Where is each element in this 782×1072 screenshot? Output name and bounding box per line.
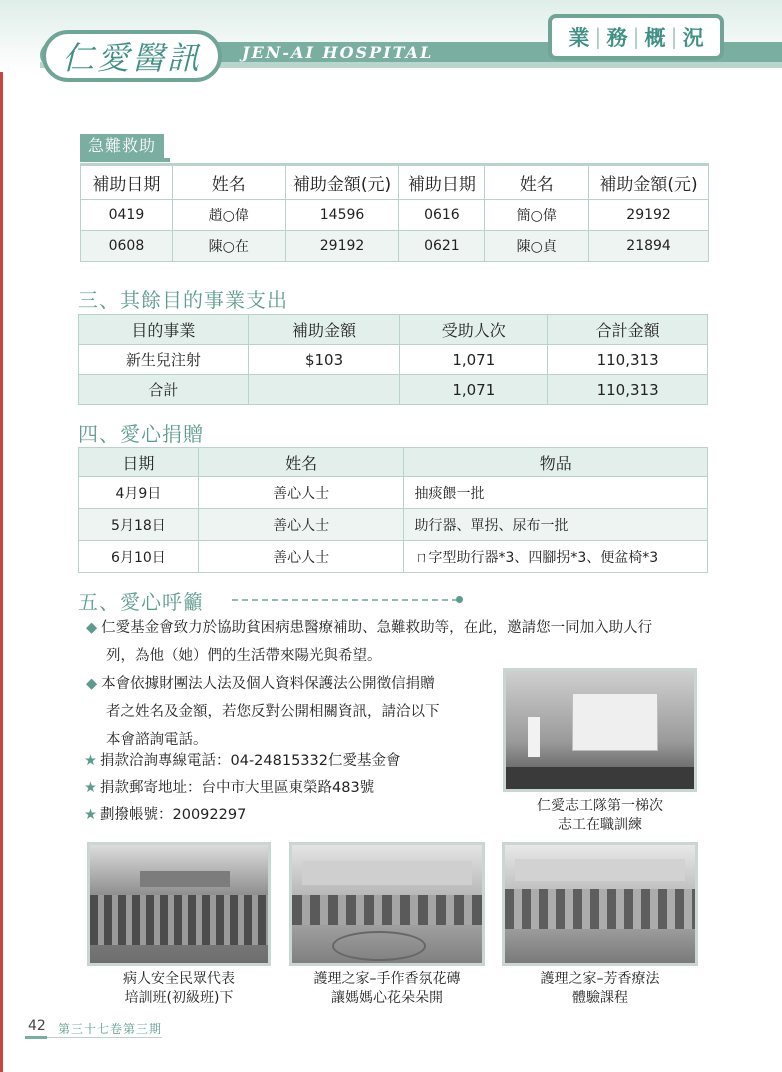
patient-safety-group-photo [87, 842, 271, 966]
expense-table [78, 314, 708, 405]
donation-table [78, 447, 708, 573]
appeal-paragraph-1 [86, 614, 726, 670]
header-cell: 補助日期 [399, 165, 485, 200]
section-tag [548, 14, 724, 60]
table-row [79, 477, 708, 509]
table-row [79, 345, 708, 375]
page-number: 42 [28, 1018, 46, 1034]
paragraph-line: 列，為他（她）們的生活帶來陽光與希望。 [106, 648, 382, 664]
header-cell: 姓名 [198, 448, 404, 477]
windows [515, 859, 685, 881]
aromatherapy-photo [502, 842, 698, 966]
header-cell: 補助金額(元) [589, 165, 709, 200]
header-cell: 姓名 [485, 165, 589, 200]
star-icon: ★ [84, 753, 97, 769]
logo [42, 30, 222, 82]
cell: 合計 [79, 375, 249, 405]
cell: 4月9日 [79, 477, 199, 509]
speaker-figure [528, 717, 540, 757]
section-char: 況 [682, 26, 704, 50]
table-header-row [79, 448, 708, 477]
header-cell: 補助金額 [248, 315, 400, 345]
group-crowd [90, 895, 268, 945]
banner [140, 871, 230, 887]
cell: $103 [248, 345, 400, 375]
nursing-home-craft-photo [289, 842, 485, 966]
cell: 29192 [285, 231, 399, 262]
section-char: 務 [606, 26, 628, 50]
header-cell: 合計金額 [548, 315, 708, 345]
table-row [81, 231, 709, 262]
contact-account: ★ 劃撥帳號：20092297 [84, 807, 247, 823]
contact-address: ★ 捐款郵寄地址：台中市大里區東榮路483號 [84, 780, 375, 796]
left-edge-bar [0, 0, 3, 1072]
participants [505, 889, 695, 929]
table [332, 931, 426, 961]
footer-accent [25, 1036, 47, 1039]
windows [302, 861, 472, 885]
emergency-label-underline [80, 158, 170, 162]
section3-title: 三、其餘目的事業支出 [78, 288, 288, 312]
section4-title: 四、愛心捐贈 [78, 422, 204, 446]
title-dashed-rule [232, 599, 458, 601]
logo-text: 仁愛醫訊 [61, 39, 202, 77]
table-header-row [79, 315, 708, 345]
section-sep: | [670, 25, 678, 49]
cell: 0419 [81, 200, 173, 231]
cell: 陳○貞 [485, 231, 589, 262]
issue-label: 第三十七卷第三期 [58, 1022, 163, 1036]
cell: 善心人士 [198, 541, 404, 573]
section-sep: | [632, 25, 640, 49]
photo-caption-3: 護理之家–芳香療法 體驗課程 [540, 971, 660, 1006]
cell: 110,313 [548, 345, 708, 375]
footer-rule [47, 1037, 162, 1038]
paragraph-line: 本會諮詢電話。 [106, 732, 208, 748]
cell: 0608 [81, 231, 173, 262]
emergency-table [80, 163, 709, 262]
section5-title: 五、愛心呼籲 [78, 590, 204, 614]
cell: ㄇ字型助行器*3、四腳拐*3、便盆椅*3 [404, 541, 708, 573]
hospital-name: JEN-AI HOSPITAL [242, 43, 434, 62]
contact-info [84, 748, 494, 829]
paragraph-line: 者之姓名及金額，若您反對公開相關資訊，請洽以下 [106, 704, 440, 720]
cell: 21894 [589, 231, 709, 262]
paragraph-line: ◆ 仁愛基金會致力於協助貧困病患醫療補助、急難救助等，在此，邀請您一同加入助人行 [86, 620, 653, 636]
cell: 趙○偉 [172, 200, 285, 231]
section-char: 業 [568, 26, 590, 50]
seat-row [506, 767, 694, 789]
cell: 簡○偉 [485, 200, 589, 231]
cell: 善心人士 [198, 509, 404, 541]
star-icon: ★ [84, 807, 97, 823]
contact-phone: ★ 捐款洽詢專線電話：04-24815332仁愛基金會 [84, 753, 401, 769]
photo-caption-2: 護理之家–手作香氛花磚 讓媽媽心花朵朵開 [313, 971, 461, 1006]
table-row [79, 375, 708, 405]
cell: 新生兒注射 [79, 345, 249, 375]
header-cell: 姓名 [172, 165, 285, 200]
star-icon: ★ [84, 780, 97, 796]
cell: 1,071 [400, 345, 548, 375]
diamond-bullet-icon: ◆ [86, 620, 98, 636]
section-char: 概 [644, 26, 666, 50]
cell [248, 375, 400, 405]
cell: 6月10日 [79, 541, 199, 573]
appeal-paragraph-2 [86, 670, 496, 754]
header-cell: 受助人次 [400, 315, 548, 345]
cell: 助行器、單拐、尿布一批 [404, 509, 708, 541]
cell: 抽痰餵一批 [404, 477, 708, 509]
header-cell: 補助日期 [81, 165, 173, 200]
participants [292, 895, 482, 925]
header-cell: 補助金額(元) [285, 165, 399, 200]
photo-caption-1: 病人安全民眾代表 培訓班(初級班)下 [123, 971, 235, 1006]
diamond-bullet-icon: ◆ [86, 676, 98, 692]
emergency-label: 急難救助 [80, 134, 164, 158]
header-cell: 日期 [79, 448, 199, 477]
header-cell: 目的事業 [79, 315, 249, 345]
cell: 陳○在 [172, 231, 285, 262]
header-cell: 物品 [404, 448, 708, 477]
cell: 1,071 [400, 375, 548, 405]
paragraph-line: ◆ 本會依據財團法人法及個人資料保護法公開徵信捐贈 [86, 676, 435, 692]
table-row [81, 200, 709, 231]
cell: 14596 [285, 200, 399, 231]
section-sep: | [594, 25, 602, 49]
cell: 5月18日 [79, 509, 199, 541]
cell: 善心人士 [198, 477, 404, 509]
table-row [79, 509, 708, 541]
cell: 110,313 [548, 375, 708, 405]
volunteer-training-photo [503, 668, 697, 792]
projection-screen [572, 693, 658, 751]
cell: 0616 [399, 200, 485, 231]
title-rule-dot [456, 596, 463, 603]
table-header-row [81, 165, 709, 200]
cell: 0621 [399, 231, 485, 262]
cell: 29192 [589, 200, 709, 231]
main-photo-caption: 仁愛志工隊第一梯次 志工在職訓練 [537, 798, 663, 833]
table-row [79, 541, 708, 573]
